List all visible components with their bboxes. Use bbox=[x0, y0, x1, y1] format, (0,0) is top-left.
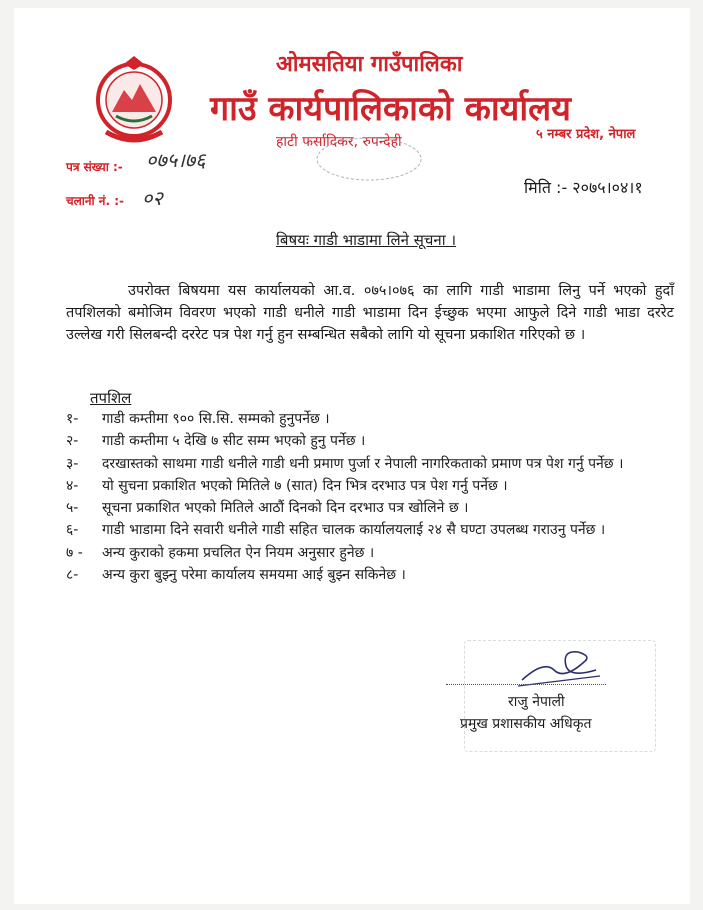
letter-date: मिति :- २०७५।०४।१ bbox=[524, 178, 643, 197]
letter-page bbox=[14, 8, 690, 904]
body-paragraph: उपरोक्त बिषयमा यस कार्यालयको आ.व. ०७५।०७६ का लागि गाडी भाडामा लिनु पर्ने भएको हुदाँ तपशिलको बमोजिम विवरण भएको गाडी धनीले गाडी भाडामा दिन ईच्छुक भएमा आफुले दिने गाडी भाडा दररेट उल्लेख गरी सिलबन्दी दररेट पत्र पेश गर्नु हुन सम्बन्धित सबैको लागि यो सूचना प्रकाशित गरिएको छ । bbox=[66, 283, 674, 343]
handwritten-signature bbox=[514, 640, 604, 690]
signature-line bbox=[446, 684, 606, 685]
province-name: ५ नम्बर प्रदेश, नेपाल bbox=[536, 127, 636, 142]
details-list bbox=[66, 408, 676, 586]
chalani-label: चलानी नं. :- bbox=[66, 194, 124, 208]
office-address: हाटी फर्सादिकर, रुपन्देही bbox=[276, 134, 402, 150]
patra-sankhya-label: पत्र संख्या :- bbox=[66, 160, 123, 174]
details-heading: तपशिल bbox=[90, 389, 132, 407]
patra-sankhya-value: ०७५।७६ bbox=[146, 148, 206, 172]
list-item: ७ - अन्य कुराको हकमा प्रचलित ऐन नियम अनुसार हुनेछ । bbox=[66, 544, 375, 561]
list-item: ६- गाडी भाडामा दिने सवारी धनीले गाडी सहित चालक कार्यालयलाई २४ सै घण्टा उपलब्ध गराउनु पर्नेछ । bbox=[66, 522, 606, 539]
nepal-emblem-logo bbox=[94, 56, 174, 144]
chalani-value: ०२ bbox=[142, 186, 163, 210]
list-item: ८- अन्य कुरा बुझ्नु परेमा कार्यालय समयमा आई बुझ्न सकिनेछ । bbox=[66, 567, 406, 584]
municipality-name: ओमसतिया गाउँपालिका bbox=[276, 52, 463, 77]
list-item: ३- दरखास्तको साथमा गाडी धनीले गाडी धनी प्रमाण पुर्जा र नेपाली नागरिकताको प्रमाण पत्र पेश गर्नु पर्नेछ । bbox=[66, 455, 624, 472]
office-stamp-watermark bbox=[314, 136, 424, 182]
office-title: गाउँ कार्यपालिकाको कार्यालय bbox=[210, 89, 571, 129]
signatory-name: राजु नेपाली bbox=[508, 694, 565, 710]
list-item: १- गाडी कम्तीमा ९०० सि.सि. सम्मको हुनुपर्नेछ । bbox=[66, 411, 330, 427]
signatory-title: प्रमुख प्रशासकीय अधिकृत bbox=[460, 716, 592, 732]
letter-subject: बिषयः गाडी भाडामा लिने सूचना । bbox=[276, 231, 457, 249]
list-item: ४- यो सुचना प्रकाशित भएको मितिले ७ (सात) दिन भित्र दरभाउ पत्र पेश गर्नु पर्नेछ । bbox=[66, 477, 508, 494]
list-item: २- गाडी कम्तीमा ५ देखि ७ सीट सम्म भएको हुनु पर्नेछ । bbox=[66, 433, 366, 450]
list-item: ५- सूचना प्रकाशित भएको मितिले आठौं दिनको दिन दरभाउ पत्र खोलिने छ । bbox=[66, 500, 469, 517]
